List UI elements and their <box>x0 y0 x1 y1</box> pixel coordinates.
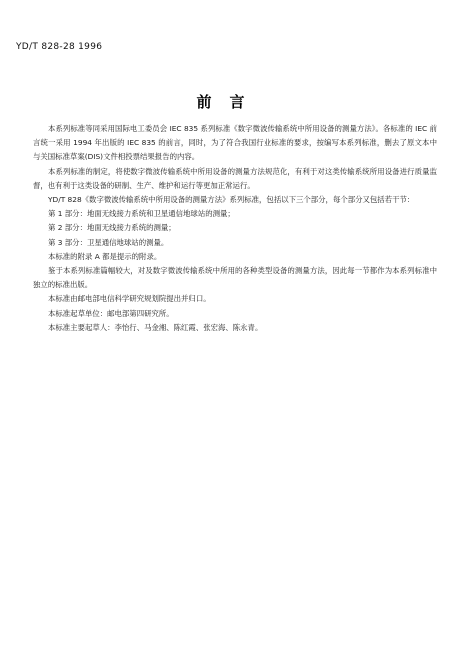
page-title: 前言 <box>196 93 263 111</box>
paragraph-publication: 鉴于本系列标准篇幅较大，对及数字微波传输系统中所用的各种类型设备的测量方法，因此每一节都作为本系列标准中独立的标准出版。 <box>33 266 437 290</box>
paragraph-purpose: 本系列标准的制定，将使数字微波传输系统中所用设备的测量方法规范化，有利于对这类传输系统所用设备进行质量监督，也有利于这类设备的研制、生产、维护和运行等更加正常运行。 <box>33 166 437 190</box>
paragraph-proposer: 本标准由邮电部电信科学研究规划院提出并归口。 <box>48 294 211 304</box>
paragraph-drafters: 本标准主要起草人：李怡行、马金湘、陈红霞、张宏海、陈永青。 <box>48 322 263 332</box>
paragraph-structure: YD/T 828《数字微波传输系统中所用设备的测量方法》系列标准，包括以下三个部分，每个部分又包括若干节： <box>48 195 415 205</box>
list-item-part-2: 第 2 部分：地面无线接力系统的测量； <box>48 223 176 233</box>
list-item-part-1: 第 1 部分：地面无线接力系统和卫星通信地球站的测量； <box>48 209 235 219</box>
list-item-part-3: 第 3 部分：卫星通信地球站的测量。 <box>48 237 169 247</box>
standard-code: YD/T 828-28 1996 <box>16 42 103 52</box>
paragraph-scope: 本系列标准等同采用国际电工委员会 IEC 835 系列标准《数字微波传输系统中所用设备的测量方法》。各标准的 IEC 前言统一采用 1994 年出版的 IEC 835 的前言，同时，为了符合我国行业标准的要求，按编写本系列标准，删去了原文本中与关国标准草案(DIS)文件相投票结果报告的内容。 <box>33 124 437 162</box>
document-body <box>33 122 437 335</box>
paragraph-appendix: 本标准的附录 A 都是提示的附录。 <box>48 251 162 261</box>
paragraph-drafting-unit: 本标准起草单位：邮电部第四研究所。 <box>48 308 174 318</box>
